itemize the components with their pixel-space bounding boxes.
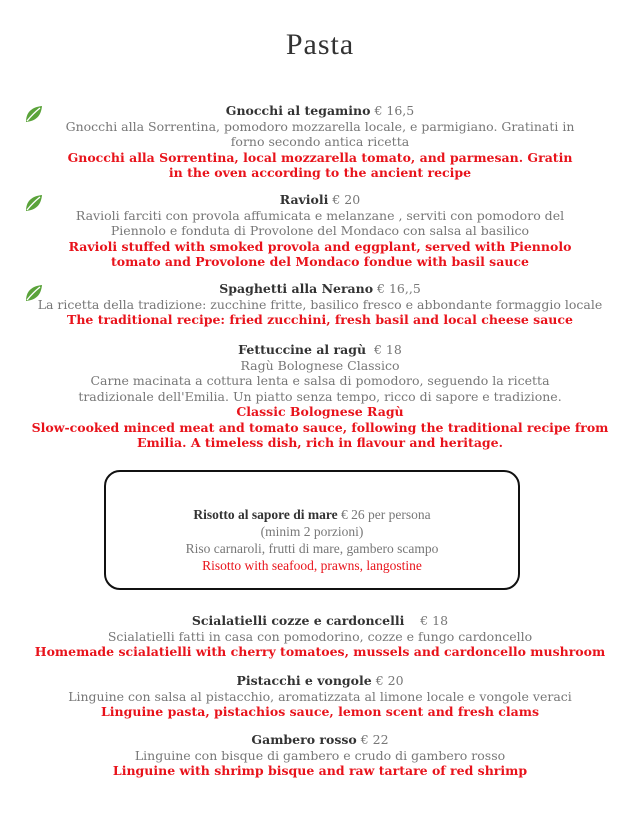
dish-price: € 20 (332, 192, 361, 207)
featured-dish-box (104, 470, 520, 590)
dish-description-en: Homemade scialatielli with cherry tomatoes, mussels and cardoncello mushroom (34, 644, 606, 659)
dish-description-en: Slow-cooked minced meat and tomato sauce, following the traditional recipe from Emilia. A timeless dish, rich in flavour and heritage. (31, 419, 609, 450)
dish-name: Risotto al sapore di mare (193, 507, 338, 522)
dish-price: € 18 (373, 342, 402, 357)
dish-name: Pistacchi e vongole (236, 673, 372, 688)
dish-description-en: Linguine with shrimp bisque and raw tartare of red shrimp (112, 763, 528, 778)
dish-description-en: Risotto with seafood, prawns, langostine (202, 558, 422, 573)
dish-description-en: Linguine pasta, pistachios sauce, lemon scent and fresh clams (100, 704, 540, 719)
page-title: Pasta (285, 28, 355, 61)
dish-spaghetti (20, 281, 620, 328)
dish-name: Gambero rosso (251, 732, 357, 747)
dish-gnocchi (20, 103, 620, 181)
dish-name: Spaghetti alla Nerano (219, 281, 374, 296)
dish-name: Scialatielli cozze e cardoncelli (191, 613, 405, 628)
dish-subtitle-en: Classic Bolognese Ragù (236, 404, 404, 419)
dish-pistacchi (20, 673, 620, 720)
dish-description-it: Carne macinata a cottura lenta e salsa di pomodoro, seguendo la ricetta tradizionale dell'Emilia. Un piatto senza tempo, ricco di sapore e tradizione. (78, 373, 562, 404)
dish-price: € 20 (375, 673, 404, 688)
dish-description-en: Ravioli stuffed with smoked provola and eggplant, served with Piennolo tomato and Provolone del Mondaco fondue with basil sauce (68, 238, 572, 269)
dish-ravioli (20, 192, 620, 270)
dish-description-it: Scialatielli fatti in casa con pomodorino, cozze e fungo cardoncello (107, 628, 533, 644)
dish-subtitle-it: Ragù Bolognese Classico (240, 357, 400, 373)
dish-name: Ravioli (279, 192, 329, 207)
dish-description-it: Linguine con bisque di gambero e crudo di gambero rosso (134, 747, 506, 763)
dish-description-it: Gnocchi alla Sorrentina, pomodoro mozzarella locale, e parmigiano. Gratinati in forno secondo antica ricetta (65, 118, 575, 149)
dish-price: € 26 per persona (341, 507, 431, 522)
dish-price: € 16,5 (374, 103, 415, 118)
dish-price: € 22 (360, 732, 389, 747)
dish-scialatielli (20, 613, 620, 660)
dish-note: (minim 2 porzioni) (260, 524, 364, 539)
dish-description-en: The traditional recipe: fried zucchini, fresh basil and local cheese sauce (67, 312, 573, 327)
dish-description-it: Linguine con salsa al pistacchio, aromatizzata al limone locale e vongole veraci (68, 688, 572, 704)
dish-risotto (106, 506, 518, 574)
dish-name: Gnocchi al tegamino (225, 103, 371, 118)
dish-gambero-rosso (20, 732, 620, 779)
dish-name: Fettuccine al ragù (238, 342, 367, 357)
dish-description-it: La ricetta della tradizione: zucchine fritte, basilico fresco e abbondante formaggio locale (37, 296, 603, 312)
dish-fettuccine (20, 342, 620, 451)
dish-description-it: Ravioli farciti con provola affumicata e melanzane , serviti con pomodoro del Piennolo e fonduta di Provolone del Mondaco con salsa al basilico (75, 207, 565, 238)
dish-description-it: Riso carnaroli, frutti di mare, gambero scampo (185, 541, 439, 556)
dish-description-en: Gnocchi alla Sorrentina, local mozzarella tomato, and parmesan. Gratin in the oven according to the ancient recipe (67, 149, 573, 180)
dish-price: € 18 (420, 613, 449, 628)
dish-price: € 16,,5 (377, 281, 421, 296)
